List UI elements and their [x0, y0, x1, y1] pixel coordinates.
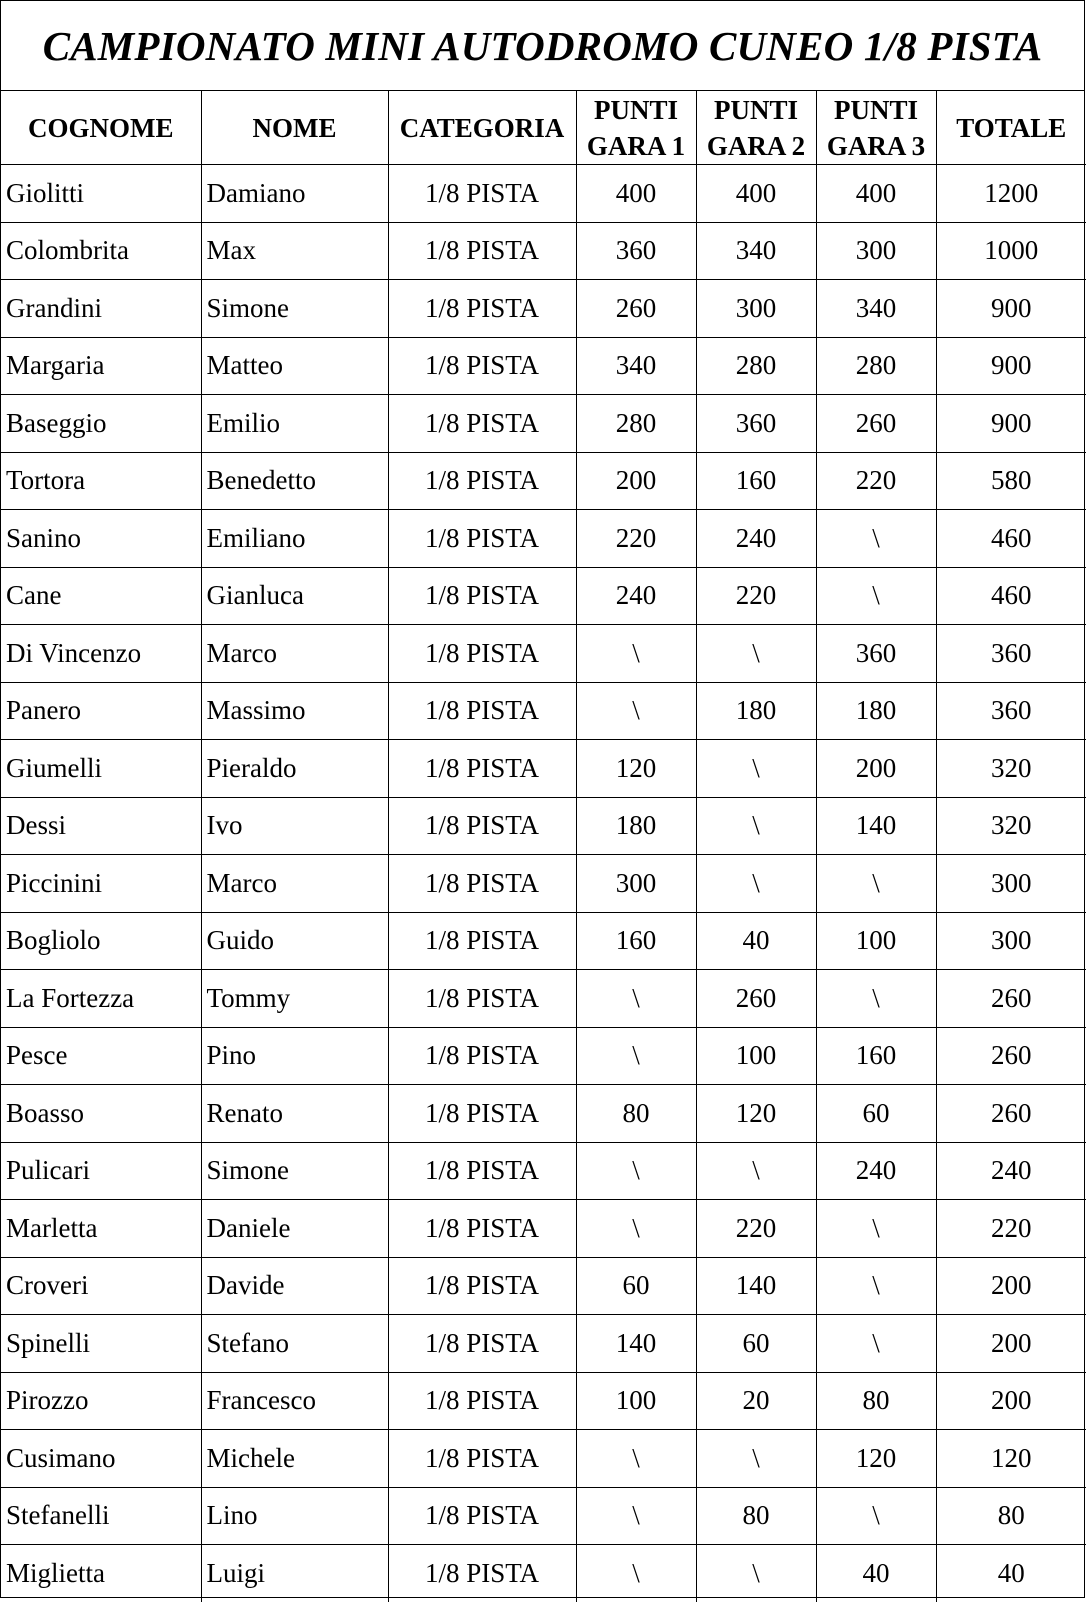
- cell-cognome: Tortora: [1, 452, 201, 510]
- header-gara-2-line1: PUNTI: [713, 94, 798, 125]
- cell-cognome: Cusimano: [1, 1430, 201, 1488]
- cell-gara-1: \: [576, 1200, 696, 1258]
- cell-gara-3: 60: [816, 1085, 936, 1143]
- table-row: [1, 1315, 1086, 1373]
- cell-gara-1: \: [576, 1142, 696, 1200]
- cell-gara-3: 400: [816, 165, 936, 223]
- header-gara-2-line2: GARA 2: [706, 130, 806, 161]
- cell-cognome: Colombrita: [1, 222, 201, 280]
- table-row: [1, 625, 1086, 683]
- cell-categoria: 1/8 PISTA: [388, 222, 576, 280]
- table-row: [1, 855, 1086, 913]
- cell-nome: Emiliano: [201, 510, 388, 568]
- cell-gara-1: 240: [576, 567, 696, 625]
- cell-nome: Francesco: [201, 1372, 388, 1430]
- cell-totale: 260: [936, 970, 1086, 1028]
- cell-gara-1: 100: [576, 1372, 696, 1430]
- cell-totale: 1200: [936, 165, 1086, 223]
- cell-nome: Davide: [201, 1257, 388, 1315]
- cell-gara-3: \: [816, 1200, 936, 1258]
- cell-gara-3: \: [816, 855, 936, 913]
- table-row: [1, 395, 1086, 453]
- header-gara-3-line2: GARA 3: [826, 130, 926, 161]
- cell-totale: 360: [936, 625, 1086, 683]
- table-row: [1, 452, 1086, 510]
- cell-gara-2: 180: [696, 682, 816, 740]
- cell-categoria: 1/8 PISTA: [388, 740, 576, 798]
- cell-nome: Tommy: [201, 970, 388, 1028]
- cell-gara-3: 240: [816, 1142, 936, 1200]
- cell-cognome: Dessi: [1, 797, 201, 855]
- cell-gara-2: \: [696, 797, 816, 855]
- table-row: [1, 1085, 1086, 1143]
- cell-totale: 900: [936, 395, 1086, 453]
- cell-gara-1: 220: [576, 510, 696, 568]
- table-row: [1, 1200, 1086, 1258]
- cell-nome: Guido: [201, 912, 388, 970]
- cell-gara-3: 180: [816, 682, 936, 740]
- cell-nome: Marco: [201, 855, 388, 913]
- cell-gara-3: 280: [816, 337, 936, 395]
- cell-nome: Stefano: [201, 1315, 388, 1373]
- table-row: [1, 280, 1086, 338]
- table-row: [1, 337, 1086, 395]
- cell-gara-1: \: [576, 1430, 696, 1488]
- cell-cognome: Piccinini: [1, 855, 201, 913]
- cell-categoria: 1/8 PISTA: [388, 280, 576, 338]
- cell-nome: Damiano: [201, 165, 388, 223]
- cell-cognome: Di Vincenzo: [1, 625, 201, 683]
- table-row: [1, 1545, 1086, 1602]
- cell-categoria: 1/8 PISTA: [388, 1430, 576, 1488]
- cell-categoria: 1/8 PISTA: [388, 1315, 576, 1373]
- cell-categoria: 1/8 PISTA: [388, 1257, 576, 1315]
- table-row: [1, 1027, 1086, 1085]
- cell-totale: 200: [936, 1315, 1086, 1373]
- cell-categoria: 1/8 PISTA: [388, 337, 576, 395]
- cell-cognome: Baseggio: [1, 395, 201, 453]
- cell-gara-2: 360: [696, 395, 816, 453]
- cell-gara-2: 20: [696, 1372, 816, 1430]
- cell-cognome: Giolitti: [1, 165, 201, 223]
- cell-gara-1: 140: [576, 1315, 696, 1373]
- cell-cognome: Stefanelli: [1, 1487, 201, 1545]
- cell-gara-1: \: [576, 1487, 696, 1545]
- cell-gara-1: 200: [576, 452, 696, 510]
- cell-totale: 200: [936, 1257, 1086, 1315]
- cell-gara-1: 340: [576, 337, 696, 395]
- table-row: [1, 970, 1086, 1028]
- cell-gara-2: 140: [696, 1257, 816, 1315]
- cell-gara-3: \: [816, 510, 936, 568]
- table-row: [1, 1257, 1086, 1315]
- cell-categoria: 1/8 PISTA: [388, 1372, 576, 1430]
- cell-gara-3: 160: [816, 1027, 936, 1085]
- standings-table: [1, 91, 1086, 1602]
- cell-nome: Ivo: [201, 797, 388, 855]
- cell-cognome: La Fortezza: [1, 970, 201, 1028]
- cell-cognome: Cane: [1, 567, 201, 625]
- cell-cognome: Spinelli: [1, 1315, 201, 1373]
- cell-categoria: 1/8 PISTA: [388, 682, 576, 740]
- table-body: [1, 165, 1086, 1602]
- cell-totale: 300: [936, 855, 1086, 913]
- cell-gara-2: 260: [696, 970, 816, 1028]
- cell-totale: 1000: [936, 222, 1086, 280]
- cell-cognome: Boasso: [1, 1085, 201, 1143]
- cell-nome: Pino: [201, 1027, 388, 1085]
- header-row: [1, 91, 1086, 165]
- cell-gara-3: 340: [816, 280, 936, 338]
- cell-nome: Daniele: [201, 1200, 388, 1258]
- cell-gara-3: 100: [816, 912, 936, 970]
- cell-gara-2: 220: [696, 1200, 816, 1258]
- table-row: [1, 1487, 1086, 1545]
- cell-gara-1: 400: [576, 165, 696, 223]
- cell-cognome: Panero: [1, 682, 201, 740]
- table-row: [1, 1142, 1086, 1200]
- cell-totale: 320: [936, 740, 1086, 798]
- cell-categoria: 1/8 PISTA: [388, 1487, 576, 1545]
- cell-cognome: Pesce: [1, 1027, 201, 1085]
- table-row: [1, 510, 1086, 568]
- cell-nome: Max: [201, 222, 388, 280]
- cell-gara-2: 120: [696, 1085, 816, 1143]
- cell-nome: Luigi: [201, 1545, 388, 1602]
- cell-gara-1: \: [576, 1545, 696, 1602]
- cell-gara-3: \: [816, 1315, 936, 1373]
- cell-gara-1: \: [576, 970, 696, 1028]
- cell-gara-1: 300: [576, 855, 696, 913]
- cell-categoria: 1/8 PISTA: [388, 797, 576, 855]
- cell-nome: Marco: [201, 625, 388, 683]
- cell-gara-1: 160: [576, 912, 696, 970]
- cell-gara-1: 80: [576, 1085, 696, 1143]
- cell-gara-2: \: [696, 1142, 816, 1200]
- cell-gara-2: 300: [696, 280, 816, 338]
- table-row: [1, 912, 1086, 970]
- cell-gara-3: 220: [816, 452, 936, 510]
- table-row: [1, 567, 1086, 625]
- header-gara-1-line2: GARA 1: [586, 130, 686, 161]
- cell-nome: Emilio: [201, 395, 388, 453]
- table-row: [1, 740, 1086, 798]
- cell-nome: Matteo: [201, 337, 388, 395]
- cell-gara-3: \: [816, 1487, 936, 1545]
- cell-totale: 580: [936, 452, 1086, 510]
- cell-cognome: Miglietta: [1, 1545, 201, 1602]
- cell-gara-2: \: [696, 1545, 816, 1602]
- cell-cognome: Bogliolo: [1, 912, 201, 970]
- cell-cognome: Grandini: [1, 280, 201, 338]
- cell-gara-2: 240: [696, 510, 816, 568]
- header-nome: NOME: [201, 91, 388, 165]
- cell-gara-2: \: [696, 740, 816, 798]
- cell-gara-2: 220: [696, 567, 816, 625]
- cell-gara-2: 60: [696, 1315, 816, 1373]
- cell-gara-3: \: [816, 970, 936, 1028]
- table-row: [1, 222, 1086, 280]
- cell-gara-1: 360: [576, 222, 696, 280]
- header-gara-3: [816, 91, 936, 165]
- cell-gara-2: 100: [696, 1027, 816, 1085]
- cell-gara-3: \: [816, 1257, 936, 1315]
- cell-nome: Michele: [201, 1430, 388, 1488]
- cell-totale: 240: [936, 1142, 1086, 1200]
- cell-categoria: 1/8 PISTA: [388, 1027, 576, 1085]
- table-row: [1, 1372, 1086, 1430]
- cell-nome: Simone: [201, 1142, 388, 1200]
- cell-gara-1: 260: [576, 280, 696, 338]
- cell-gara-1: \: [576, 682, 696, 740]
- cell-gara-3: 140: [816, 797, 936, 855]
- cell-totale: 260: [936, 1027, 1086, 1085]
- page-title: CAMPIONATO MINI AUTODROMO CUNEO 1/8 PISTA: [1, 1, 1084, 91]
- cell-categoria: 1/8 PISTA: [388, 1085, 576, 1143]
- cell-cognome: Marletta: [1, 1200, 201, 1258]
- cell-gara-2: 340: [696, 222, 816, 280]
- cell-categoria: 1/8 PISTA: [388, 912, 576, 970]
- cell-nome: Massimo: [201, 682, 388, 740]
- cell-categoria: 1/8 PISTA: [388, 452, 576, 510]
- cell-categoria: 1/8 PISTA: [388, 567, 576, 625]
- cell-gara-3: \: [816, 567, 936, 625]
- cell-totale: 900: [936, 337, 1086, 395]
- header-gara-1: [576, 91, 696, 165]
- cell-totale: 200: [936, 1372, 1086, 1430]
- cell-gara-2: 80: [696, 1487, 816, 1545]
- cell-totale: 460: [936, 510, 1086, 568]
- table-row: [1, 165, 1086, 223]
- cell-totale: 320: [936, 797, 1086, 855]
- cell-gara-3: 40: [816, 1545, 936, 1602]
- cell-totale: 220: [936, 1200, 1086, 1258]
- cell-totale: 40: [936, 1545, 1086, 1602]
- cell-categoria: 1/8 PISTA: [388, 165, 576, 223]
- cell-categoria: 1/8 PISTA: [388, 625, 576, 683]
- cell-gara-1: 280: [576, 395, 696, 453]
- cell-totale: 300: [936, 912, 1086, 970]
- cell-categoria: 1/8 PISTA: [388, 395, 576, 453]
- cell-gara-2: \: [696, 625, 816, 683]
- cell-totale: 120: [936, 1430, 1086, 1488]
- cell-cognome: Margaria: [1, 337, 201, 395]
- cell-gara-3: 200: [816, 740, 936, 798]
- cell-categoria: 1/8 PISTA: [388, 855, 576, 913]
- header-totale: TOTALE: [936, 91, 1086, 165]
- cell-gara-2: 280: [696, 337, 816, 395]
- cell-categoria: 1/8 PISTA: [388, 1545, 576, 1602]
- header-gara-1-line1: PUNTI: [593, 94, 678, 125]
- header-categoria: CATEGORIA: [388, 91, 576, 165]
- cell-nome: Gianluca: [201, 567, 388, 625]
- cell-totale: 460: [936, 567, 1086, 625]
- cell-gara-1: 60: [576, 1257, 696, 1315]
- cell-categoria: 1/8 PISTA: [388, 510, 576, 568]
- table-row: [1, 682, 1086, 740]
- cell-totale: 360: [936, 682, 1086, 740]
- table-row: [1, 797, 1086, 855]
- cell-categoria: 1/8 PISTA: [388, 1142, 576, 1200]
- cell-gara-1: \: [576, 1027, 696, 1085]
- cell-gara-2: 40: [696, 912, 816, 970]
- table-row: [1, 1430, 1086, 1488]
- cell-cognome: Croveri: [1, 1257, 201, 1315]
- cell-gara-3: 300: [816, 222, 936, 280]
- header-cognome: COGNOME: [1, 91, 201, 165]
- cell-gara-2: \: [696, 1430, 816, 1488]
- cell-totale: 900: [936, 280, 1086, 338]
- cell-cognome: Pirozzo: [1, 1372, 201, 1430]
- cell-categoria: 1/8 PISTA: [388, 970, 576, 1028]
- cell-gara-3: 80: [816, 1372, 936, 1430]
- header-gara-2: [696, 91, 816, 165]
- cell-gara-2: 400: [696, 165, 816, 223]
- cell-gara-1: \: [576, 625, 696, 683]
- cell-cognome: Giumelli: [1, 740, 201, 798]
- cell-gara-3: 360: [816, 625, 936, 683]
- cell-nome: Simone: [201, 280, 388, 338]
- cell-nome: Lino: [201, 1487, 388, 1545]
- cell-gara-3: 120: [816, 1430, 936, 1488]
- cell-nome: Benedetto: [201, 452, 388, 510]
- cell-totale: 80: [936, 1487, 1086, 1545]
- cell-nome: Renato: [201, 1085, 388, 1143]
- cell-gara-2: 160: [696, 452, 816, 510]
- cell-categoria: 1/8 PISTA: [388, 1200, 576, 1258]
- cell-cognome: Sanino: [1, 510, 201, 568]
- cell-gara-1: 120: [576, 740, 696, 798]
- cell-gara-2: \: [696, 855, 816, 913]
- cell-totale: 260: [936, 1085, 1086, 1143]
- cell-cognome: Pulicari: [1, 1142, 201, 1200]
- cell-gara-1: 180: [576, 797, 696, 855]
- header-gara-3-line1: PUNTI: [833, 94, 918, 125]
- cell-gara-3: 260: [816, 395, 936, 453]
- cell-nome: Pieraldo: [201, 740, 388, 798]
